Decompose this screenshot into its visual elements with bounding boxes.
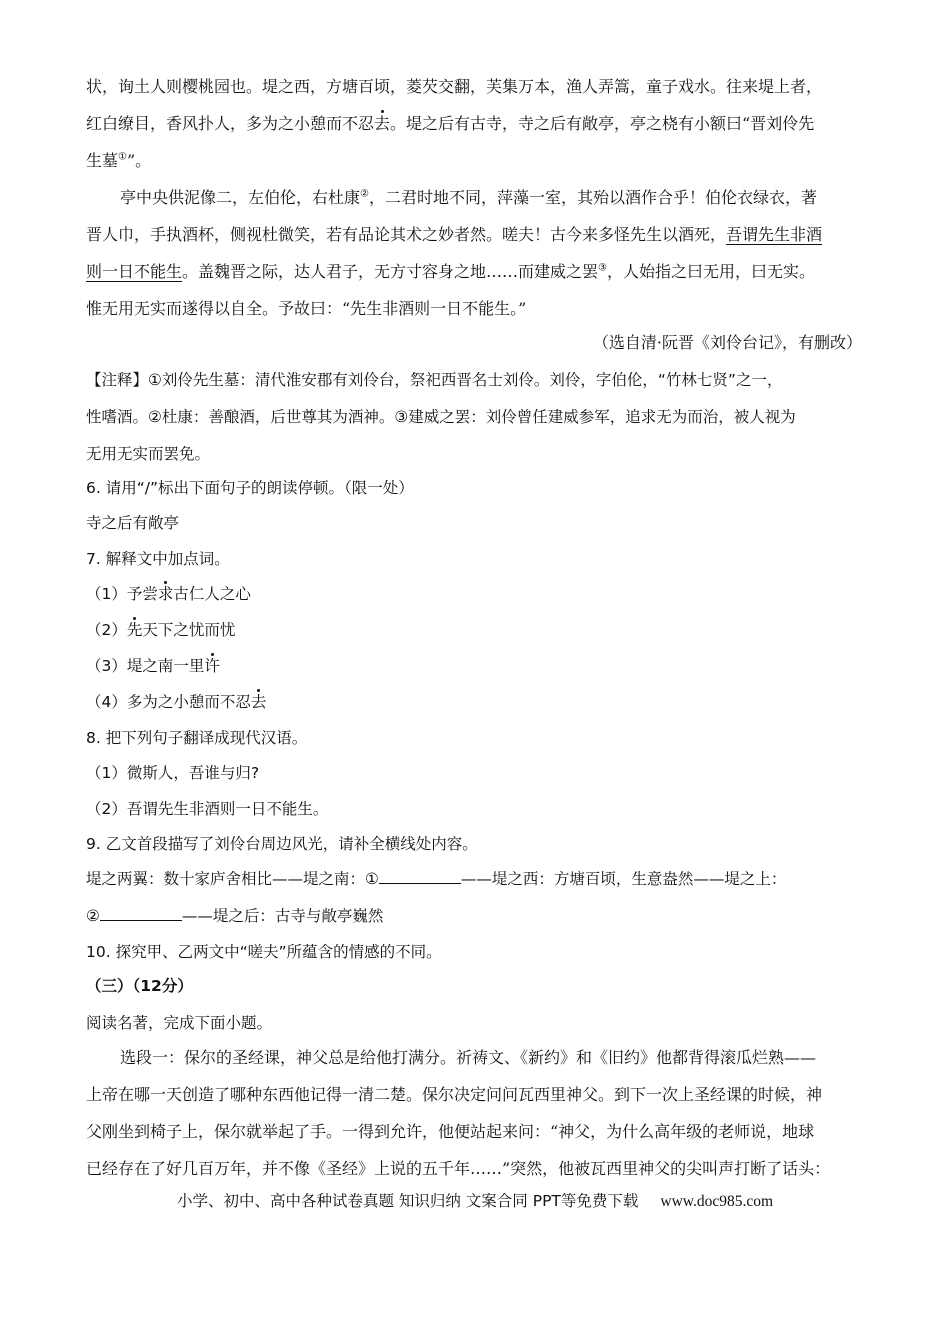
text: 。堤之后有古寺，寺之后有敞亭，亭之桡有小额曰“晋刘伶先: [390, 114, 815, 133]
dotted-word: 求: [157, 585, 174, 603]
source-citation: （选自清·阮晋《刘伶台记》，有删改）: [592, 333, 862, 352]
question-7: 7. 解释文中加点词。: [86, 550, 230, 568]
text: 天下之忧而忧: [142, 621, 236, 639]
text: ”。: [126, 151, 152, 170]
dotted-word: 去: [250, 693, 267, 711]
question-7-item: [86, 655, 862, 677]
text: 晋人巾，手执酒杯，侧视杜微笑，若有品论其术之妙者然。嗟夫！古今来多怪先生以酒死，: [86, 225, 727, 244]
footer-url[interactable]: www.doc985.com: [660, 1193, 774, 1210]
question-8-item: （2）吾谓先生非酒则一日不能生。: [86, 800, 329, 818]
notes-line: 【注释】①刘伶先生墓：清代淮安郡有刘伶台，祭祀西晋名士刘伶。刘伶，字伯伦，“竹林七贤”之一，: [86, 371, 783, 389]
note-marker: ②: [360, 188, 369, 200]
footer-text: 小学、初中、高中各种试卷真题 知识归纳 文案合同 PPT等免费下载: [176, 1192, 639, 1210]
section-heading: （三）（12分）: [86, 977, 193, 995]
text: 。盖魏晋之际，达人君子，无方寸容身之地……而建威之罢: [182, 262, 599, 281]
text: （2）: [86, 621, 127, 639]
question-8: 8. 把下列句子翻译成现代汉语。: [86, 729, 308, 747]
text: 状，询土人则樱桃园也。堤之西，方塘百顷，菱芡交翻，芙集万本，渔人弄篙，童子戏水。往来堤上者，: [86, 77, 823, 96]
dotted-word: 许: [204, 657, 220, 675]
question-6: 6. 请用“/”标出下面句子的朗读停顿。（限一处）: [86, 479, 414, 497]
text: ，人始指之曰无用，曰无实。: [607, 262, 816, 281]
text: 亭中央供泥像二，左伯伦，右杜康: [120, 188, 361, 207]
excerpt-line: 父刚坐到椅子上，保尔就举起了手。一得到允许，他便站起来问：“神父，为什么高年级的老师说，地球: [86, 1122, 815, 1141]
question-7-item: [86, 619, 862, 641]
passage-line: [86, 150, 862, 172]
notes-line: 无用无实而罢免。: [86, 445, 211, 463]
excerpt-line: 上帝在哪一天创造了哪种东西他记得一清二楚。保尔决定问问瓦西里神父。到下一次上圣经课的时候，神: [86, 1085, 823, 1104]
dotted-word: 先: [126, 621, 143, 639]
note-marker: ①: [118, 151, 127, 163]
text: 堤之两翼：数十家庐舍相比——堤之南：①: [86, 870, 379, 888]
page-footer: [0, 1190, 950, 1213]
answer-blank[interactable]: [379, 869, 461, 884]
underlined-sentence: 吾谓先生非酒: [726, 225, 823, 244]
text: ——堤之西：方塘百顷，生意盎然——堤之上：: [460, 870, 787, 888]
excerpt-line: 选段一：保尔的圣经课，神父总是给他打满分。祈祷文、《新约》和《旧约》他都背得滚瓜烂熟——: [120, 1048, 817, 1067]
text: 生墓: [86, 151, 119, 170]
text: ——堤之后：古寺与敞亭巍然: [181, 907, 384, 925]
text: 古仁人之心: [173, 585, 251, 603]
text: 惟无用无实而遂得以自全。予故曰：“先生非酒则一日不能生。”: [86, 299, 527, 318]
passage-line: [86, 298, 862, 320]
answer-blank[interactable]: [100, 906, 182, 921]
note-marker: ③: [598, 262, 607, 274]
question-9: 9. 乙文首段描写了刘伶台周边风光，请补全横线处内容。: [86, 835, 478, 853]
question-7-item: [86, 583, 862, 605]
text: ②: [86, 907, 100, 925]
passage-line: [86, 224, 862, 246]
question-9-line: [86, 905, 862, 927]
passage-line: [86, 261, 862, 283]
dotted-word: 去: [374, 114, 391, 133]
passage-line: [86, 113, 862, 135]
text: （1）予尝: [86, 585, 158, 603]
text: ，二君时地不同，萍藻一室，其殆以酒作合乎！伯伦衣绿衣，著: [368, 188, 817, 207]
excerpt-line: 已经存在了好几百万年，并不像《圣经》上说的五千年……”突然，他被瓦西里神父的尖叫声打断了话头：: [86, 1159, 831, 1178]
passage-line: [86, 76, 862, 98]
question-7-item: [86, 691, 862, 713]
question-9-line: [86, 868, 862, 890]
notes-line: 性嗜酒。②杜康：善酿酒，后世尊其为酒神。③建威之罢：刘伶曾任建威参军，追求无为而治，被人视为: [86, 408, 796, 426]
underlined-sentence: 则一日不能生: [86, 262, 183, 281]
question-6-sentence: 寺之后有敞亭: [86, 514, 180, 532]
text: 红白缭目，香风扑人，多为之小憩而不忍: [86, 114, 375, 133]
text: （3）堤之南一里: [86, 657, 205, 675]
section-instruction: 阅读名著，完成下面小题。: [86, 1014, 273, 1032]
passage-line: [120, 187, 862, 209]
text: （4）多为之小憩而不忍: [86, 693, 251, 711]
question-8-item: （1）微斯人，吾谁与归?: [86, 764, 260, 782]
question-10: 10. 探究甲、乙两文中“嗟夫”所蕴含的情感的不同。: [86, 943, 442, 961]
